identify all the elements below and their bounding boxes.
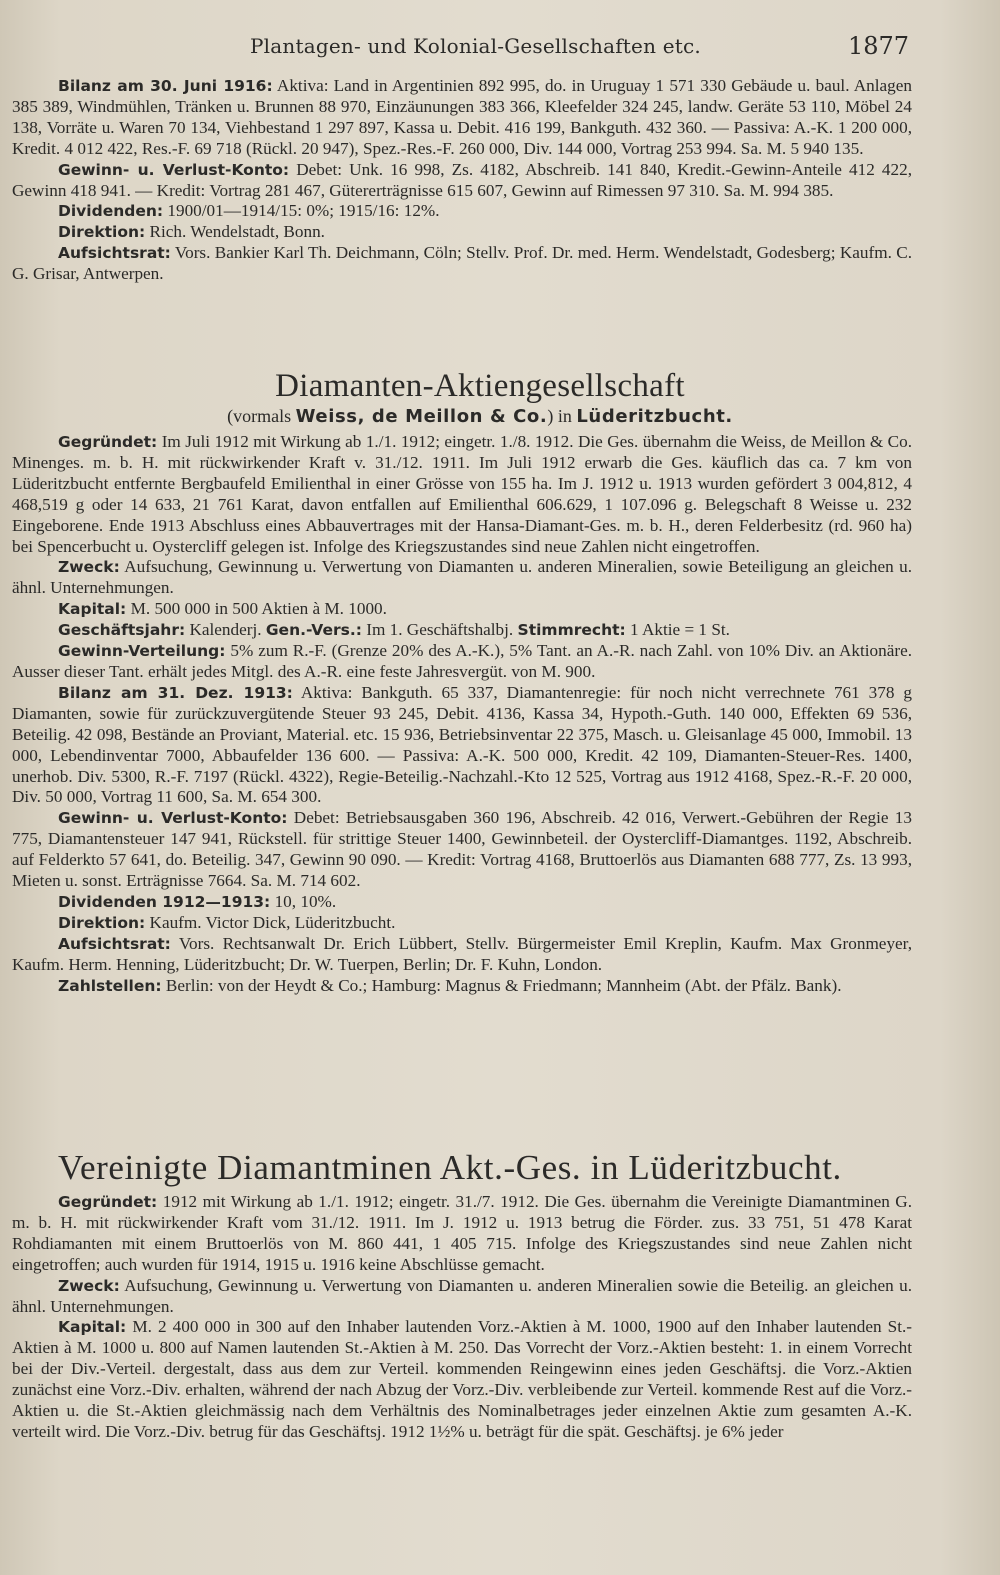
section-title-vereinigte-diamantminen: Vereinigte Diamantminen Akt.-Ges. in Lüderitzbucht. — [58, 1148, 842, 1187]
text-zahlstellen: Berlin: von der Heydt & Co.; Hamburg: Magnus & Friedmann; Mannheim (Abt. der Pfälz. Bank). — [161, 975, 842, 995]
paragraph-zweck — [12, 557, 912, 599]
text-gewinn-verteilung: 5% zum R.-F. (Grenze 20% des A.-K.), 5% Tant. an A.-R. nach Zahl. von 10% Div. an Aktionäre. Ausser dieser Tant. erhält jedes Mitgl. des A.-R. eine feste Jahresvergüt. von M. 900. — [12, 641, 912, 681]
page-header — [0, 34, 1000, 68]
text-kapital: M. 500 000 in 500 Aktien à M. 1000. — [126, 599, 387, 619]
label-gegruendet: Gegründet: — [58, 433, 158, 451]
paragraph-bilanz — [12, 683, 912, 808]
paragraph-geschaeftsjahr — [12, 620, 912, 641]
label-zahlstellen: Zahlstellen: — [58, 976, 162, 995]
subtitle-pre: (vormals — [227, 406, 296, 426]
text-bilanz: Aktiva: Land in Argentinien 892 995, do. in Uruguay 1 571 330 Gebäude u. baul. Anlagen 385 389, Windmühlen, Tränken u. Brunnen 88 970, Einzäunungen 383 366, Kleefelder 324 245, landw. Geräte 53 110, Möbel 24 138, Vorräte u. Waren 70 134, Viehbestand 1 297 897, Kassa u. Debit. 416 199, Bankguth. 432 360. — Passiva: A.-K. 1 200 000, Kredit. 4 012 422, Res.-F. 69 718 (Rückl. 20 947), Spez.-Res.-F. 260 000, Div. 144 000, Vortrag 253 994. Sa. M. 5 940 135. — [12, 76, 912, 158]
subtitle-firm: Weiss, de Meillon & Co. — [295, 406, 548, 427]
label-kapital: Kapital: — [58, 1318, 127, 1337]
text-zweck: Aufsuchung, Gewinnung u. Verwertung von Diamanten u. anderen Mineralien sowie die Beteilig. an gleichen u. ähnl. Unternehmungen. — [12, 1275, 912, 1316]
text-gegruendet: 1912 mit Wirkung ab 1./1. 1912; eingetr. 31./7. 1912. Die Ges. übernahm die Vereinigte Diamantminen G. m. b. H. mit rückwirkender Kraft vom 31./12. 1911. Im J. 1912 u. 1913 betrug die Förder. zus. 33 751, 51 478 Karat Rohdiamanten mit einem Bruttoerlös von M. 860 441, 1 405 715. Infolge des Kriegszustandes sind neue Zahlen nicht eingetroffen; auch wurden für 1914, 1915 u. 1916 keine Abschlüsse gemacht. — [12, 1192, 912, 1274]
paragraph-gewinn-verteilung — [12, 641, 912, 683]
section-title-diamanten-ag: Diamanten-Aktiengesellschaft — [275, 368, 685, 404]
paragraph-zweck — [12, 1276, 912, 1318]
label-guv: Gewinn- u. Verlust-Konto: — [58, 809, 288, 828]
paragraph-guv — [12, 160, 912, 202]
label-bilanz: Bilanz am 30. Juni 1916: — [58, 77, 273, 95]
label-gegruendet: Gegründet: — [58, 1193, 158, 1211]
text-aufsichtsrat: Vors. Rechtsanwalt Dr. Erich Lübbert, Stellv. Bürgermeister Emil Kreplin, Kaufm. Max Gronmeyer, Kaufm. Herm. Henning, Lüderitzbucht; Dr. W. Tuerpen, Berlin; Dr. F. Kuhn, London. — [12, 933, 912, 974]
label-gewinn-verteilung: Gewinn-Verteilung: — [58, 642, 226, 661]
text-aufsichtsrat: Vors. Bankier Karl Th. Deichmann, Cöln; Stellv. Prof. Dr. med. Herm. Wendelstadt, Godesberg; Kaufm. C. G. Grisar, Antwerpen. — [12, 243, 912, 284]
paragraph-aufsichtsrat — [12, 934, 912, 976]
label-guv: Gewinn- u. Verlust-Konto: — [58, 160, 290, 179]
label-direktion: Direktion: — [58, 223, 146, 242]
paragraph-dividenden — [12, 892, 912, 913]
page-number: 1877 — [848, 32, 910, 60]
paragraph-kapital — [12, 1317, 912, 1442]
section-diamanten-ag — [12, 432, 912, 996]
label-stimmrecht: Stimmrecht: — [517, 621, 626, 640]
text-geschaeftsjahr: Kalenderj. — [185, 620, 266, 640]
text-guv: Debet: Unk. 16 998, Zs. 4182, Abschreib. 141 840, Kredit.-Gewinn-Anteile 412 422, Gewinn 418 941. — Kredit: Vortrag 281 467, Gütererträgnisse 615 607, Gewinn auf Rimessen 97 310. Sa. M. 994 385. — [12, 159, 912, 200]
text-gegruendet: Im Juli 1912 mit Wirkung ab 1./1. 1912; eingetr. 1./8. 1912. Die Ges. übernahm die Weiss, de Meillon & Co. Minenges. m. b. H. mit rückwirkender Kraft v. 31./12. 1911. Im Juli 1912 erwarb die Ges. käuflich das ca. 7 km von Lüderitzbucht entfernte Bergbaufeld Emilienthal in einer Grösse von 155 ha. Im J. 1912 u. 1913 wurden gefördert 3 004,812, 4 468,519 g oder 14 633, 21 761 Karat, davon entfallen auf Emilienthal 606.629, 1 107.096 g. Belegschaft 8 Weisse u. 232 Eingeborene. Ende 1913 Abschluss eines Abbauvertrages mit der Hansa-Diamant-Ges. m. b. H., deren Felderbesitz (rd. 960 ha) bei Spencerbucht u. Oystercliff gelegen ist. Infolge des Kriegszustandes sind neue Zahlen nicht eingetroffen. — [12, 432, 912, 556]
section-vereinigte-diamantminen — [12, 1192, 912, 1443]
label-dividenden: Dividenden 1912—1913: — [58, 892, 271, 911]
label-geschaeftsjahr: Geschäftsjahr: — [58, 621, 186, 640]
text-bilanz: Aktiva: Bankguth. 65 337, Diamantenregie: für noch nicht verrechnete 761 378 g Diamanten, sowie für zurückzuvergütende Steuer 93 245, Debit. 4136, Kassa 34, Hypoth.-Guth. 140 000, Effekten 69 536, Beteilig. 42 098, Bestände an Proviant, Material. etc. 15 936, Betriebsinventar 22 375, Masch. u. Gleisanlage 45 000, Immobil. 13 000, Lebendinventar 7000, Abbaufelder 136 600. — Passiva: A.-K. 500 000, Kredit. 42 109, Diamanten-Steuer-Res. 1400, unerhob. Div. 5300, R.-F. 7197 (Rückl. 4322), Regie-Beteilig.-Nachzahl.-Kto 12 525, Vortrag aus 1912 4168, Spez.-R.-F. 20 000, Div. 50 000, Vortrag 11 600, Sa. M. 654 300. — [12, 682, 912, 807]
label-bilanz: Bilanz am 31. Dez. 1913: — [58, 683, 293, 702]
paragraph-gegruendet — [12, 432, 912, 557]
paragraph-gegruendet — [12, 1192, 912, 1276]
paragraph-direktion — [12, 222, 912, 243]
paragraph-direktion — [12, 913, 912, 934]
text-dividenden: 10, 10%. — [270, 891, 337, 911]
paragraph-kapital — [12, 599, 912, 620]
subtitle-place: Lüderitzbucht. — [576, 406, 733, 427]
section-plantation-continued — [12, 76, 912, 285]
label-dividenden: Dividenden: — [58, 202, 164, 221]
text-dividenden: 1900/01—1914/15: 0%; 1915/16: 12%. — [163, 201, 440, 221]
text-zweck: Aufsuchung, Gewinnung u. Verwertung von Diamanten u. anderen Mineralien, sowie Beteiligung an gleichen u. ähnl. Unternehmungen. — [12, 557, 912, 598]
label-aufsichtsrat: Aufsichtsrat: — [58, 244, 171, 263]
text-gen-vers: Im 1. Geschäftshalbj. — [361, 620, 518, 640]
paragraph-aufsichtsrat — [12, 243, 912, 285]
label-aufsichtsrat: Aufsichtsrat: — [58, 934, 171, 953]
label-zweck: Zweck: — [58, 558, 120, 577]
label-direktion: Direktion: — [58, 913, 146, 932]
paragraph-dividenden — [12, 201, 912, 222]
text-stimmrecht: 1 Aktie = 1 St. — [625, 620, 730, 640]
paragraph-bilanz — [12, 76, 912, 160]
text-guv: Debet: Betriebsausgaben 360 196, Abschreib. 42 016, Verwert.-Gebühren der Regie 13 775, Diamantensteuer 147 941, Rückstell. für strittige Steuer 1400, Gewinnbeteil. der Oystercliff-Diamantges. 1192, Abschreib. auf Felderkto 57 641, do. Beteilig. 347, Gewinn 90 090. — Kredit: Vortrag 4168, Bruttoerlös aus Diamanten 688 777, Zs. 13 993, Mieten u. sonst. Erträgnisse 7664. Sa. M. 714 602. — [12, 808, 912, 891]
paragraph-zahlstellen — [12, 976, 912, 997]
label-zweck: Zweck: — [58, 1276, 120, 1295]
label-gen-vers: Gen.-Vers.: — [265, 621, 362, 640]
label-kapital: Kapital: — [58, 600, 127, 619]
text-direktion: Kaufm. Victor Dick, Lüderitzbucht. — [145, 912, 396, 932]
subtitle-post: ) in — [547, 406, 577, 426]
text-kapital: M. 2 400 000 in 300 auf den Inhaber lautenden Vorz.-Aktien à M. 1000, 1900 auf den Inhaber lautenden St.-Aktien à M. 1000 u. 800 auf Namen lautenden St.-Aktien à M. 250. Das Vorrecht der Vorz.-Aktien besteht: 1. in einem Vorrecht bei der Div.-Verteil. dergestalt, dass aus dem zur Verteil. kommenden Reingewinn eines jeden Geschäftsj. die Vorz.-Aktien zunächst eine Vorz.-Div. erhalten, während der nach Abzug der Vorz.-Div. verbleibende zur Verteil. kommende Rest auf die Vorz.-Aktien u. die St.-Aktien gleichmässig nach dem Verhältnis des Nominalbetrages jeder einzelnen Aktie zum gesamten A.-K. verteilt wird. Die Vorz.-Div. betrug für das Geschäftsj. 1912 1½% u. beträgt für die spät. Geschäftsj. je 6% jeder — [12, 1317, 912, 1441]
running-title: Plantagen- und Kolonial-Gesellschaften etc. — [250, 34, 701, 58]
paragraph-guv — [12, 808, 912, 892]
section-subtitle-diamanten-ag — [0, 406, 960, 427]
text-direktion: Rich. Wendelstadt, Bonn. — [145, 222, 325, 242]
